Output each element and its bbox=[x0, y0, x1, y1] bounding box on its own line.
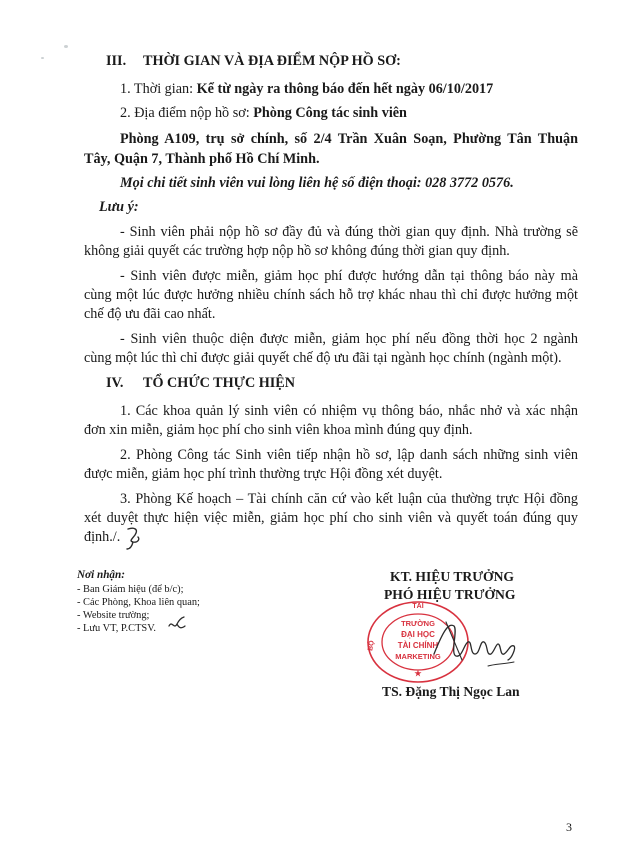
note-p2-line-3: chế độ ưu đãi cao nhất. bbox=[84, 306, 216, 322]
address-line-2: Tây, Quận 7, Thành phố Hồ Chí Minh. bbox=[84, 151, 320, 167]
seal-ring-top: TÀI bbox=[412, 603, 424, 610]
item-3-line-1: 3. Phòng Kế hoạch – Tài chính căn cứ vào kết luận của thường trực Hội đồng bbox=[120, 491, 578, 507]
recipient-item: - Ban Giám hiệu (để b/c); bbox=[77, 584, 184, 595]
time-value: Kể từ ngày ra thông báo đến hết ngày 06/10/2017 bbox=[196, 81, 494, 97]
contact-line: Mọi chi tiết sinh viên vui lòng liên hệ số điện thoại: 028 3772 0576. bbox=[120, 175, 514, 191]
handwritten-signature-icon bbox=[428, 614, 528, 676]
seal-ring-left: BỘ bbox=[367, 639, 376, 652]
item-1-line-2: đơn xin miễn, giảm học phí cho sinh viên khoa mình đúng quy định. bbox=[84, 422, 473, 438]
note-p1-line-2: không giải quyết các trường hợp nộp hồ sơ không đúng thời gian quy định. bbox=[84, 243, 510, 259]
time-label: 1. Thời gian: bbox=[120, 81, 197, 97]
signature-line-2: PHÓ HIỆU TRƯỞNG bbox=[384, 587, 516, 602]
note-p2-line-2: cùng một lúc được hưởng nhiều chính sách hỗ trợ khác nhau thì chỉ được hưởng một bbox=[84, 287, 578, 303]
section-3-number: III. bbox=[106, 53, 127, 69]
place-line bbox=[120, 104, 407, 122]
seal-star-icon: ★ bbox=[414, 669, 422, 678]
seal-mid-2: TÀI CHÍNH bbox=[397, 641, 439, 650]
item-1-line-1: 1. Các khoa quản lý sinh viên có nhiệm vụ thông báo, nhắc nhở và xác nhận bbox=[120, 403, 578, 419]
initial-mark-icon bbox=[167, 616, 187, 632]
section-4-title: TỔ CHỨC THỰC HIỆN bbox=[143, 375, 296, 391]
seal-top: TRƯỜNG bbox=[401, 619, 435, 628]
address-line-1: Phòng A109, trụ sở chính, số 2/4 Trần Xuân Soạn, Phường Tân Thuận bbox=[120, 131, 578, 147]
note-p2-line-1: - Sinh viên được miễn, giảm học phí được hướng dẫn tại thông báo này mà bbox=[120, 268, 578, 284]
page-number: 3 bbox=[566, 820, 572, 834]
item-3-line-2: xét duyệt thực hiện việc miễn, giảm học phí cho sinh viên và quyết toán đúng quy bbox=[84, 510, 578, 526]
item-3-line-3: định./. bbox=[84, 529, 121, 545]
note-label: Lưu ý: bbox=[99, 199, 139, 215]
note-p3-line-2: cùng một lúc thì chỉ được giải quyết chế độ ưu đãi tại ngành học chính (ngành một). bbox=[84, 350, 562, 366]
scan-dot bbox=[64, 45, 68, 48]
note-p1-line-1: - Sinh viên phải nộp hồ sơ đầy đủ và đúng thời gian quy định. Nhà trường sẽ bbox=[120, 224, 578, 240]
recipient-item: - Các Phòng, Khoa liên quan; bbox=[77, 597, 200, 608]
time-line bbox=[120, 80, 493, 98]
place-label: 2. Địa điểm nộp hồ sơ: bbox=[120, 105, 254, 121]
signature-line-1: KT. HIỆU TRƯỞNG bbox=[390, 569, 514, 584]
item-2-line-2: được miễn, giảm học phí trình thường trực Hội đồng xét duyệt. bbox=[84, 466, 443, 482]
recipient-item: - Website trường; bbox=[77, 610, 150, 621]
item-2-line-1: 2. Phòng Công tác Sinh viên tiếp nhận hồ sơ, lập danh sách những sinh viên bbox=[120, 447, 578, 463]
recipient-item: - Lưu VT, P.CTSV. bbox=[77, 623, 156, 634]
place-value: Phòng Công tác sinh viên bbox=[253, 105, 407, 121]
section-3-title: THỜI GIAN VÀ ĐỊA ĐIỂM NỘP HỒ SƠ: bbox=[143, 53, 401, 69]
section-4-number: IV. bbox=[106, 375, 124, 391]
scan-dot bbox=[41, 57, 44, 59]
seal-mid-1: ĐẠI HỌC bbox=[401, 630, 435, 639]
initial-mark-icon bbox=[124, 525, 146, 551]
signer-name: TS. Đặng Thị Ngọc Lan bbox=[382, 684, 520, 699]
note-p3-line-1: - Sinh viên thuộc diện được miễn, giảm học phí nếu đồng thời học 2 ngành bbox=[120, 331, 578, 347]
seal-bottom: MARKETING bbox=[395, 652, 441, 661]
recipients-label: Nơi nhận: bbox=[77, 569, 125, 581]
